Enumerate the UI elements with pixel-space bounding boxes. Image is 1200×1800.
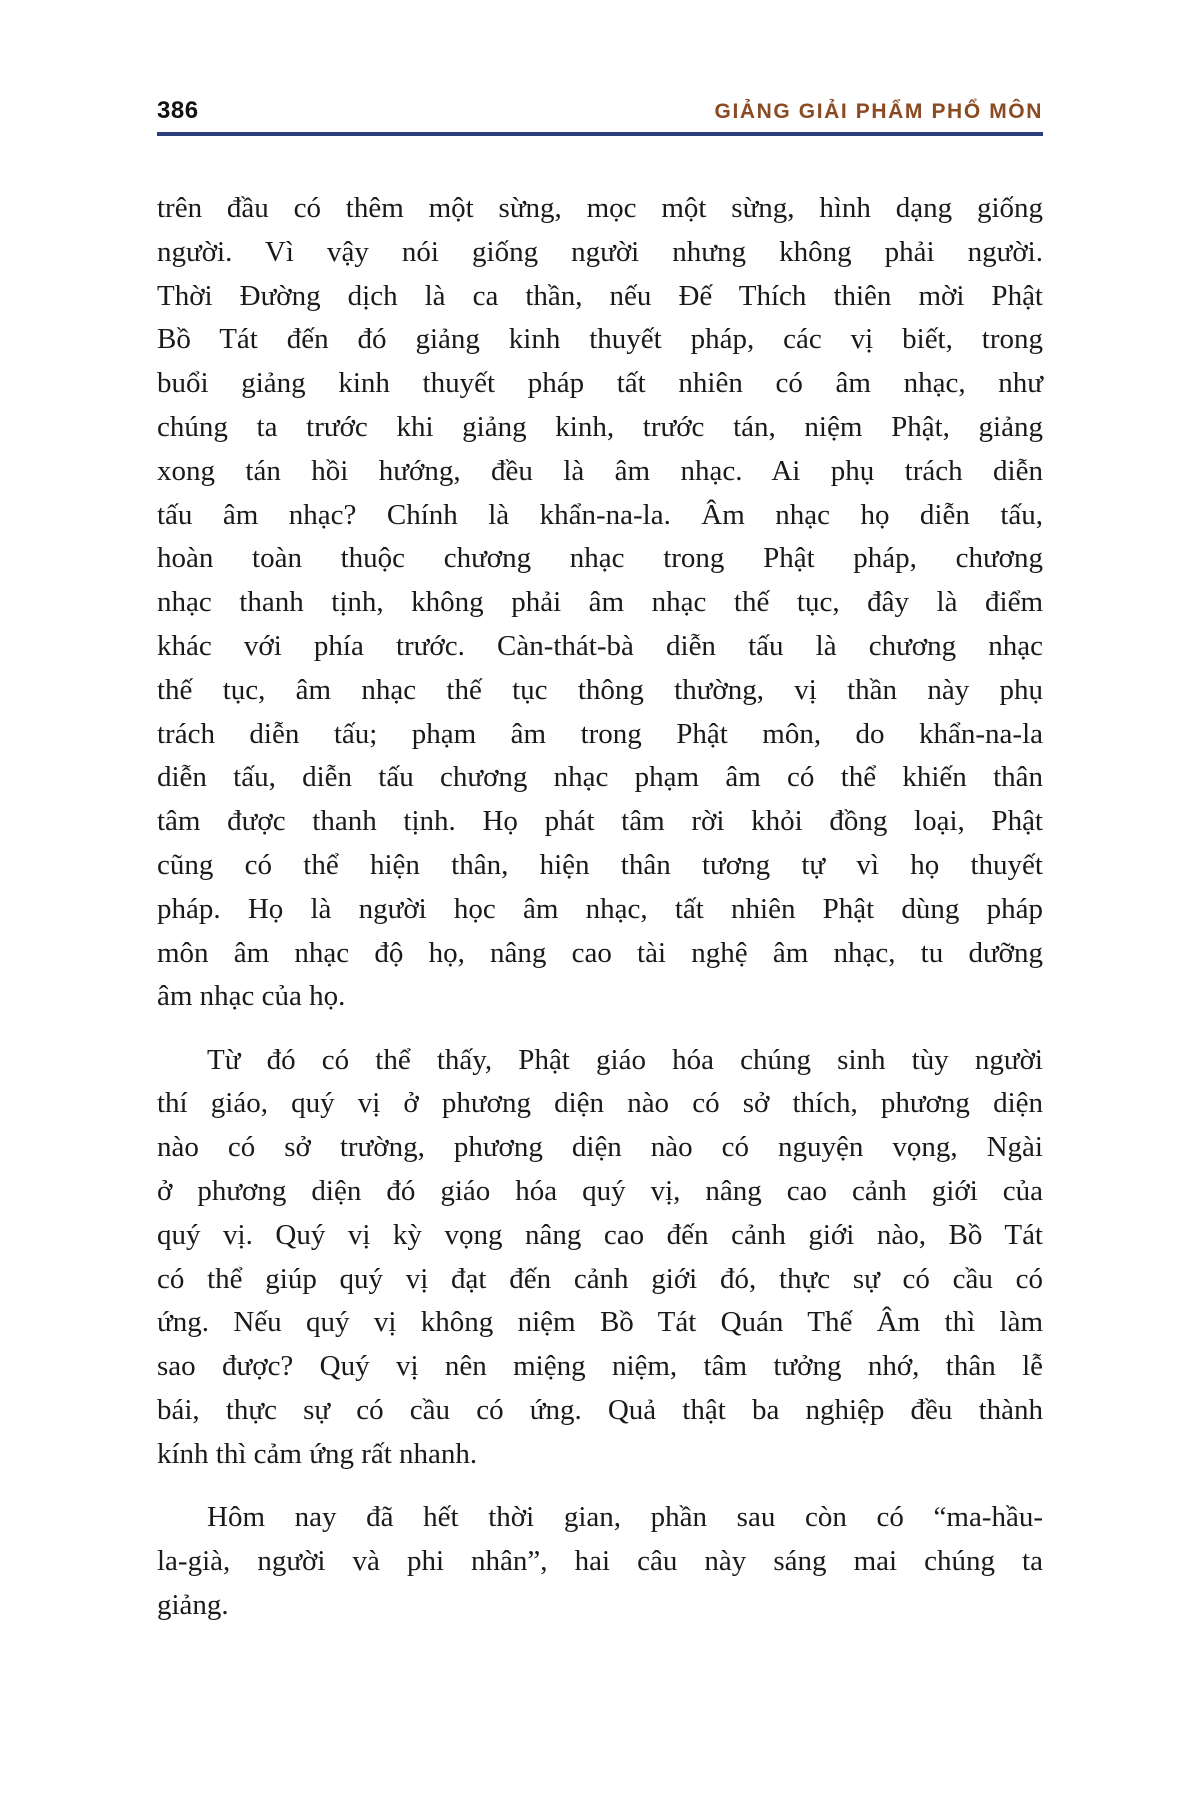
text-line: thế tục, âm nhạc thế tục thông thường, vị thần này phụ [157, 673, 1043, 706]
body-text [157, 187, 1043, 1628]
text-line: bái, thực sự có cầu có ứng. Quả thật ba nghiệp đều thành [157, 1394, 1043, 1427]
text-line: trách diễn tấu; phạm âm trong Phật môn, do khẩn-na-la [157, 717, 1043, 750]
text-line: âm nhạc của họ. [157, 980, 346, 1013]
paragraph-3 [157, 1496, 1043, 1627]
paragraph-2 [157, 1039, 1043, 1477]
text-line: la-già, người và phi nhân”, hai câu này sáng mai chúng ta [157, 1544, 1043, 1577]
running-header [157, 96, 1043, 126]
text-line: ở phương diện đó giáo hóa quý vị, nâng cao cảnh giới của [157, 1175, 1043, 1208]
text-line: xong tán hồi hướng, đều là âm nhạc. Ai phụ trách diễn [157, 454, 1043, 487]
text-line: diễn tấu, diễn tấu chương nhạc phạm âm có thể khiến thân [157, 761, 1043, 794]
text-line: môn âm nhạc độ họ, nâng cao tài nghệ âm nhạc, tu dưỡng [157, 936, 1043, 969]
text-line: Thời Đường dịch là ca thần, nếu Đế Thích thiên mời Phật [157, 279, 1043, 312]
text-line: khác với phía trước. Càn-thát-bà diễn tấu là chương nhạc [157, 629, 1043, 662]
text-line: quý vị. Quý vị kỳ vọng nâng cao đến cảnh giới nào, Bồ Tát [157, 1218, 1043, 1251]
book-title: GIẢNG GIẢI PHẨM PHỔ MÔN [714, 100, 1043, 123]
text-line: chúng ta trước khi giảng kinh, trước tán, niệm Phật, giảng [157, 410, 1043, 443]
text-line: nào có sở trường, phương diện nào có nguyện vọng, Ngài [157, 1131, 1043, 1164]
text-line: buổi giảng kinh thuyết pháp tất nhiên có âm nhạc, như [157, 367, 1043, 400]
page-number: 386 [157, 97, 199, 124]
text-line: Từ đó có thể thấy, Phật giáo hóa chúng sinh tùy người [207, 1043, 1043, 1076]
text-line: tấu âm nhạc? Chính là khẩn-na-la. Âm nhạc họ diễn tấu, [157, 498, 1043, 531]
text-line: Hôm nay đã hết thời gian, phần sau còn có “ma-hầu- [207, 1501, 1043, 1534]
text-line: hoàn toàn thuộc chương nhạc trong Phật pháp, chương [157, 542, 1043, 575]
text-line: nhạc thanh tịnh, không phải âm nhạc thế tục, đây là điểm [157, 586, 1043, 619]
text-line: giảng. [157, 1588, 229, 1621]
text-line: trên đầu có thêm một sừng, mọc một sừng, hình dạng giống [157, 192, 1043, 224]
paragraph-1 [157, 187, 1043, 1019]
text-line: pháp. Họ là người học âm nhạc, tất nhiên Phật dùng pháp [157, 892, 1043, 925]
text-line: tâm được thanh tịnh. Họ phát tâm rời khỏi đồng loại, Phật [157, 805, 1043, 838]
text-line: cũng có thể hiện thân, hiện thân tương tự vì họ thuyết [157, 848, 1043, 881]
text-line: ứng. Nếu quý vị không niệm Bồ Tát Quán Thế Âm thì làm [157, 1306, 1043, 1339]
header-rule [157, 132, 1043, 136]
text-line: kính thì cảm ứng rất nhanh. [157, 1437, 478, 1470]
text-line: có thể giúp quý vị đạt đến cảnh giới đó, thực sự có cầu có [157, 1262, 1043, 1295]
text-line: sao được? Quý vị nên miệng niệm, tâm tưởng nhớ, thân lễ [157, 1350, 1043, 1383]
text-line: người. Vì vậy nói giống người nhưng không phải người. [157, 235, 1043, 268]
text-line: thí giáo, quý vị ở phương diện nào có sở thích, phương diện [157, 1087, 1043, 1120]
text-line: Bồ Tát đến đó giảng kinh thuyết pháp, các vị biết, trong [157, 323, 1043, 356]
